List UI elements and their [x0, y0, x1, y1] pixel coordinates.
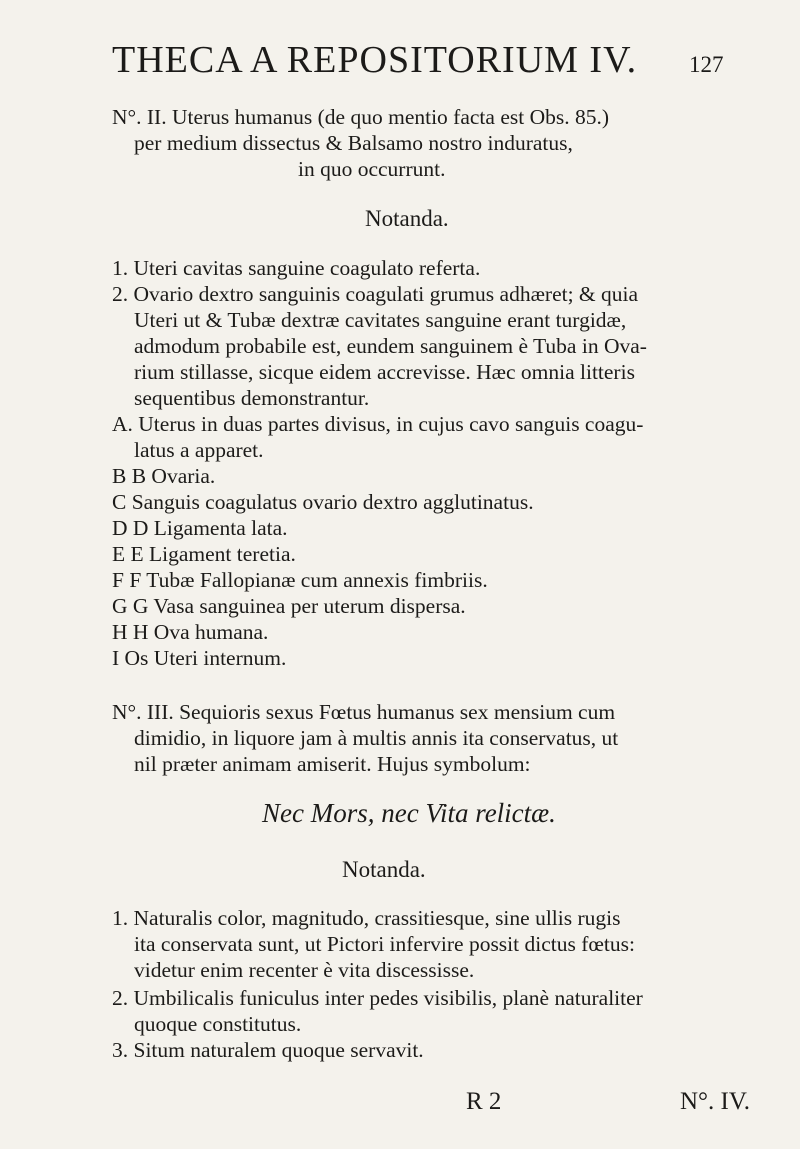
- section-3-notanda-label: Notanda.: [342, 857, 426, 882]
- section-2-legend-line: C Sanguis coagulatus ovario dextro agglutinatus.: [112, 490, 534, 514]
- section-3-note-line: 3. Situm naturalem quoque servavit.: [112, 1038, 424, 1062]
- section-3-note-line: ita conservata sunt, ut Pictori infervire possit dictus fœtus:: [134, 932, 635, 956]
- section-2-note-line: 2. Ovario dextro sanguinis coagulati grumus adhæret; & quia: [112, 282, 639, 306]
- section-2-legend-line: H H Ova humana.: [112, 620, 269, 644]
- section-2-legend-line: E E Ligament teretia.: [112, 542, 296, 566]
- section-2-legend-line: A. Uterus in duas partes divisus, in cujus cavo sanguis coagu-: [112, 412, 644, 436]
- section-2-note-line: 1. Uteri cavitas sanguine coagulato referta.: [112, 256, 481, 280]
- section-2-legend-line: G G Vasa sanguinea per uterum dispersa.: [112, 594, 466, 618]
- catchword: N°. IV.: [680, 1088, 750, 1115]
- section-3-note-line: videtur enim recenter è vita discessisse.: [134, 958, 475, 982]
- section-2-note-line: Uteri ut & Tubæ dextræ cavitates sanguine erant turgidæ,: [134, 308, 627, 332]
- section-3-note-line: quoque constitutus.: [134, 1012, 302, 1036]
- section-2-legend-line: I Os Uteri internum.: [112, 646, 287, 670]
- section-2-heading-line: in quo occurrunt.: [298, 157, 446, 181]
- section-3-note-line: 1. Naturalis color, magnitudo, crassitiesque, sine ullis rugis: [112, 906, 621, 930]
- section-3-note-line: 2. Umbilicalis funiculus inter pedes visibilis, planè naturaliter: [112, 986, 643, 1010]
- section-2-notanda-label: Notanda.: [365, 206, 449, 231]
- section-2-heading-line: per medium dissectus & Balsamo nostro induratus,: [134, 131, 573, 155]
- section-2-legend-line: D D Ligamenta lata.: [112, 516, 288, 540]
- running-title: THECA A REPOSITORIUM IV.: [112, 39, 638, 81]
- section-2-legend-line: latus a apparet.: [134, 438, 264, 462]
- section-2-note-line: sequentibus demonstrantur.: [134, 386, 370, 410]
- section-3-motto: Nec Mors, nec Vita relictæ.: [262, 798, 556, 828]
- section-2-heading-line: N°. II. Uterus humanus (de quo mentio facta est Obs. 85.): [112, 105, 610, 129]
- page-number: 127: [689, 52, 724, 77]
- section-2-note-line: admodum probabile est, eundem sanguinem è Tuba in Ova-: [134, 334, 647, 358]
- section-3-heading-line: N°. III. Sequioris sexus Fœtus humanus sex mensium cum: [112, 700, 616, 724]
- signature-mark: R 2: [466, 1088, 502, 1115]
- section-3-heading-line: dimidio, in liquore jam à multis annis ita conservatus, ut: [134, 726, 619, 750]
- page-header: [112, 38, 724, 88]
- section-2-note-line: rium stillasse, sicque eidem accrevisse. Hæc omnia litteris: [134, 360, 635, 384]
- section-2-legend-line: F F Tubæ Fallopianæ cum annexis fimbriis.: [112, 568, 488, 592]
- section-3-heading-line: nil præter animam amiserit. Hujus symbolum:: [134, 752, 531, 776]
- section-2-legend-line: B B Ovaria.: [112, 464, 216, 488]
